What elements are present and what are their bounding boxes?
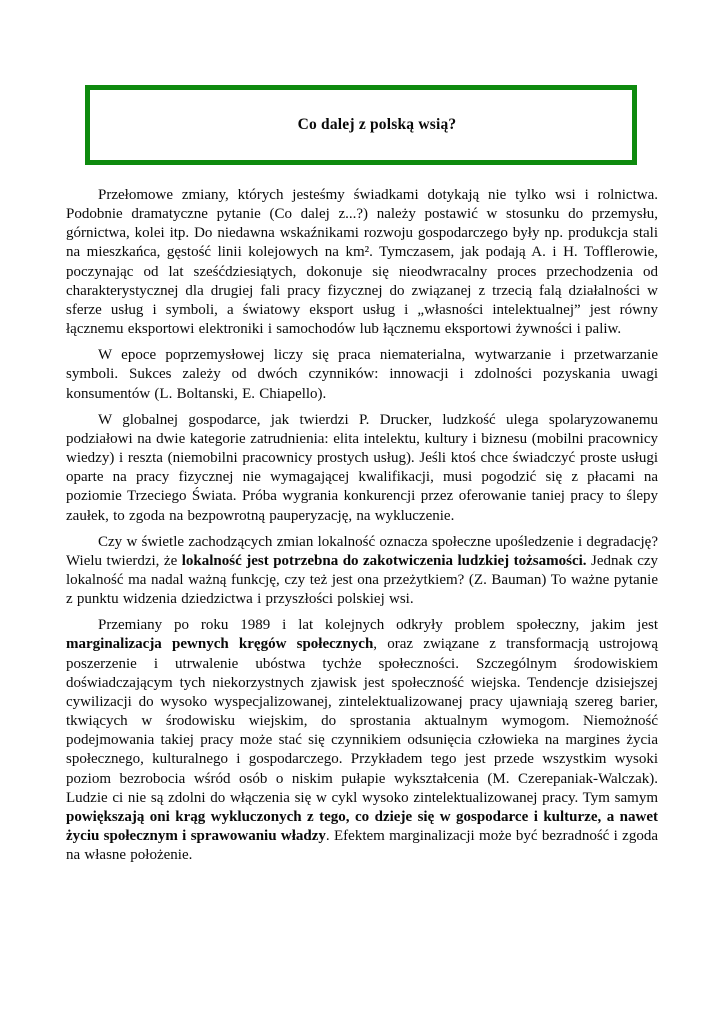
paragraph (66, 533, 658, 610)
text-run: Czy w świetle zachodzących zmian lokalność oznacza społeczne upośledzenie i degradację? Wielu twierdzi, że (66, 533, 658, 569)
text-run: Przemiany po roku 1989 i lat kolejnych odkryły problem społeczny, jakim jest (98, 617, 658, 634)
bold-text-run: powiększają oni krąg wykluczonych z tego, co dzieje się w gospodarce i kulturze, a nawet życiu społecznym i sprawowaniu władzy (66, 808, 658, 844)
page-title: Co dalej z polską wsią? (297, 116, 457, 133)
text-run: W epoce poprzemysłowej liczy się praca niematerialna, wytwarzanie i przetwarzanie symboli. Sukces zależy od dwóch czynników: innowacji i zdolności pozyskania uwagi konsumentów (L. Boltanski, E. Chiapello). (66, 347, 658, 402)
document-body (66, 186, 658, 872)
paragraph (66, 616, 658, 865)
title-box (85, 85, 637, 165)
paragraph (66, 186, 658, 339)
paragraph (66, 411, 658, 526)
text-run: , oraz związane z transformacją ustrojową poszerzenie i utrwalenie ubóstwa tychże społeczności. Szczególnym środowiskiem doświadczającym tych niekorzystnych zjawisk jest społeczność wiejska. Tendencje dzisiejszej cywilizacji do wysoko wyspecjalizowanej, zintelektualizowanej pracy ujawniają szereg barier, tkwiących w środowisku wiejskim, do sprostania aktualnym wymogom. Niemożność podejmowania takiej pracy może stać się czynnikiem odsunięcia człowieka na margines życia społecznego, kulturalnego i gospodarczego. Przykładem tego jest przede wszystkim wysoki poziom bezrobocia wśród osób o niskim pułapie wykształcenia (M. Czerepaniak-Walczak). Ludzie ci nie są zdolni do włączenia się w cykl wysoko zintelektualizowanej pracy. Tym samym (66, 636, 659, 806)
text-run: W globalnej gospodarce, jak twierdzi P. Drucker, ludzkość ulega spolaryzowanemu podziałowi na dwie kategorie zatrudnienia: elita intelektu, kultury i biznesu (mobilni pracownicy wiedzy) i reszta (niemobilni pracownicy prostych usług). Jeśli ktoś chce świadczyć proste usługi oparte na pracy fizycznej nie wymagającej kwalifikacji, musi pogodzić się z płacami na poziomie Trzeciego Świata. Próba wygrania konkurencji przez oferowanie taniej pracy to ślepy zaułek, to zgoda na bezpowrotną pauperyzację, na wykluczenie. (66, 411, 658, 524)
paragraph (66, 346, 658, 403)
text-run: Przełomowe zmiany, których jesteśmy świadkami dotykają nie tylko wsi i rolnictwa. Podobnie dramatyczne pytanie (Co dalej z...?) należy postawić w stosunku do przemysłu, górnictwa, kolei itp. Do niedawna wskaźnikami rozwoju gospodarczego były np. produkcja stali na mieszkańca, gęstość linii kolejowych na km². Tymczasem, jak podają A. i H. Tofflerowie, poczynając od lat sześćdziesiątych, dokonuje się nieodwracalny proces przechodzenia od charakterystycznej dla drugiej fali pracy fizycznej do związanej z trzecią falą działalności w sferze usług i symboli, a światowy eksport usług i „własności intelektualnej” jest równy łącznemu eksportowi elektroniki i samochodów lub łącznemu eksportowi żywności i paliw. (66, 187, 658, 338)
text-run: . Efektem marginalizacji może być bezradność i zgoda na własne położenie. (66, 828, 658, 864)
text-run: Jednak czy lokalność ma nadal ważną funkcję, czy też jest ona przeżytkiem? (Z. Bauman) To ważne pytanie z punktu widzenia dziedzictwa i przyszłości polskiej wsi. (66, 552, 659, 608)
bold-text-run: lokalność jest potrzebna do zakotwiczenia ludzkiej tożsamości. (181, 552, 587, 569)
bold-text-run: marginalizacja pewnych kręgów społecznych (66, 636, 374, 653)
